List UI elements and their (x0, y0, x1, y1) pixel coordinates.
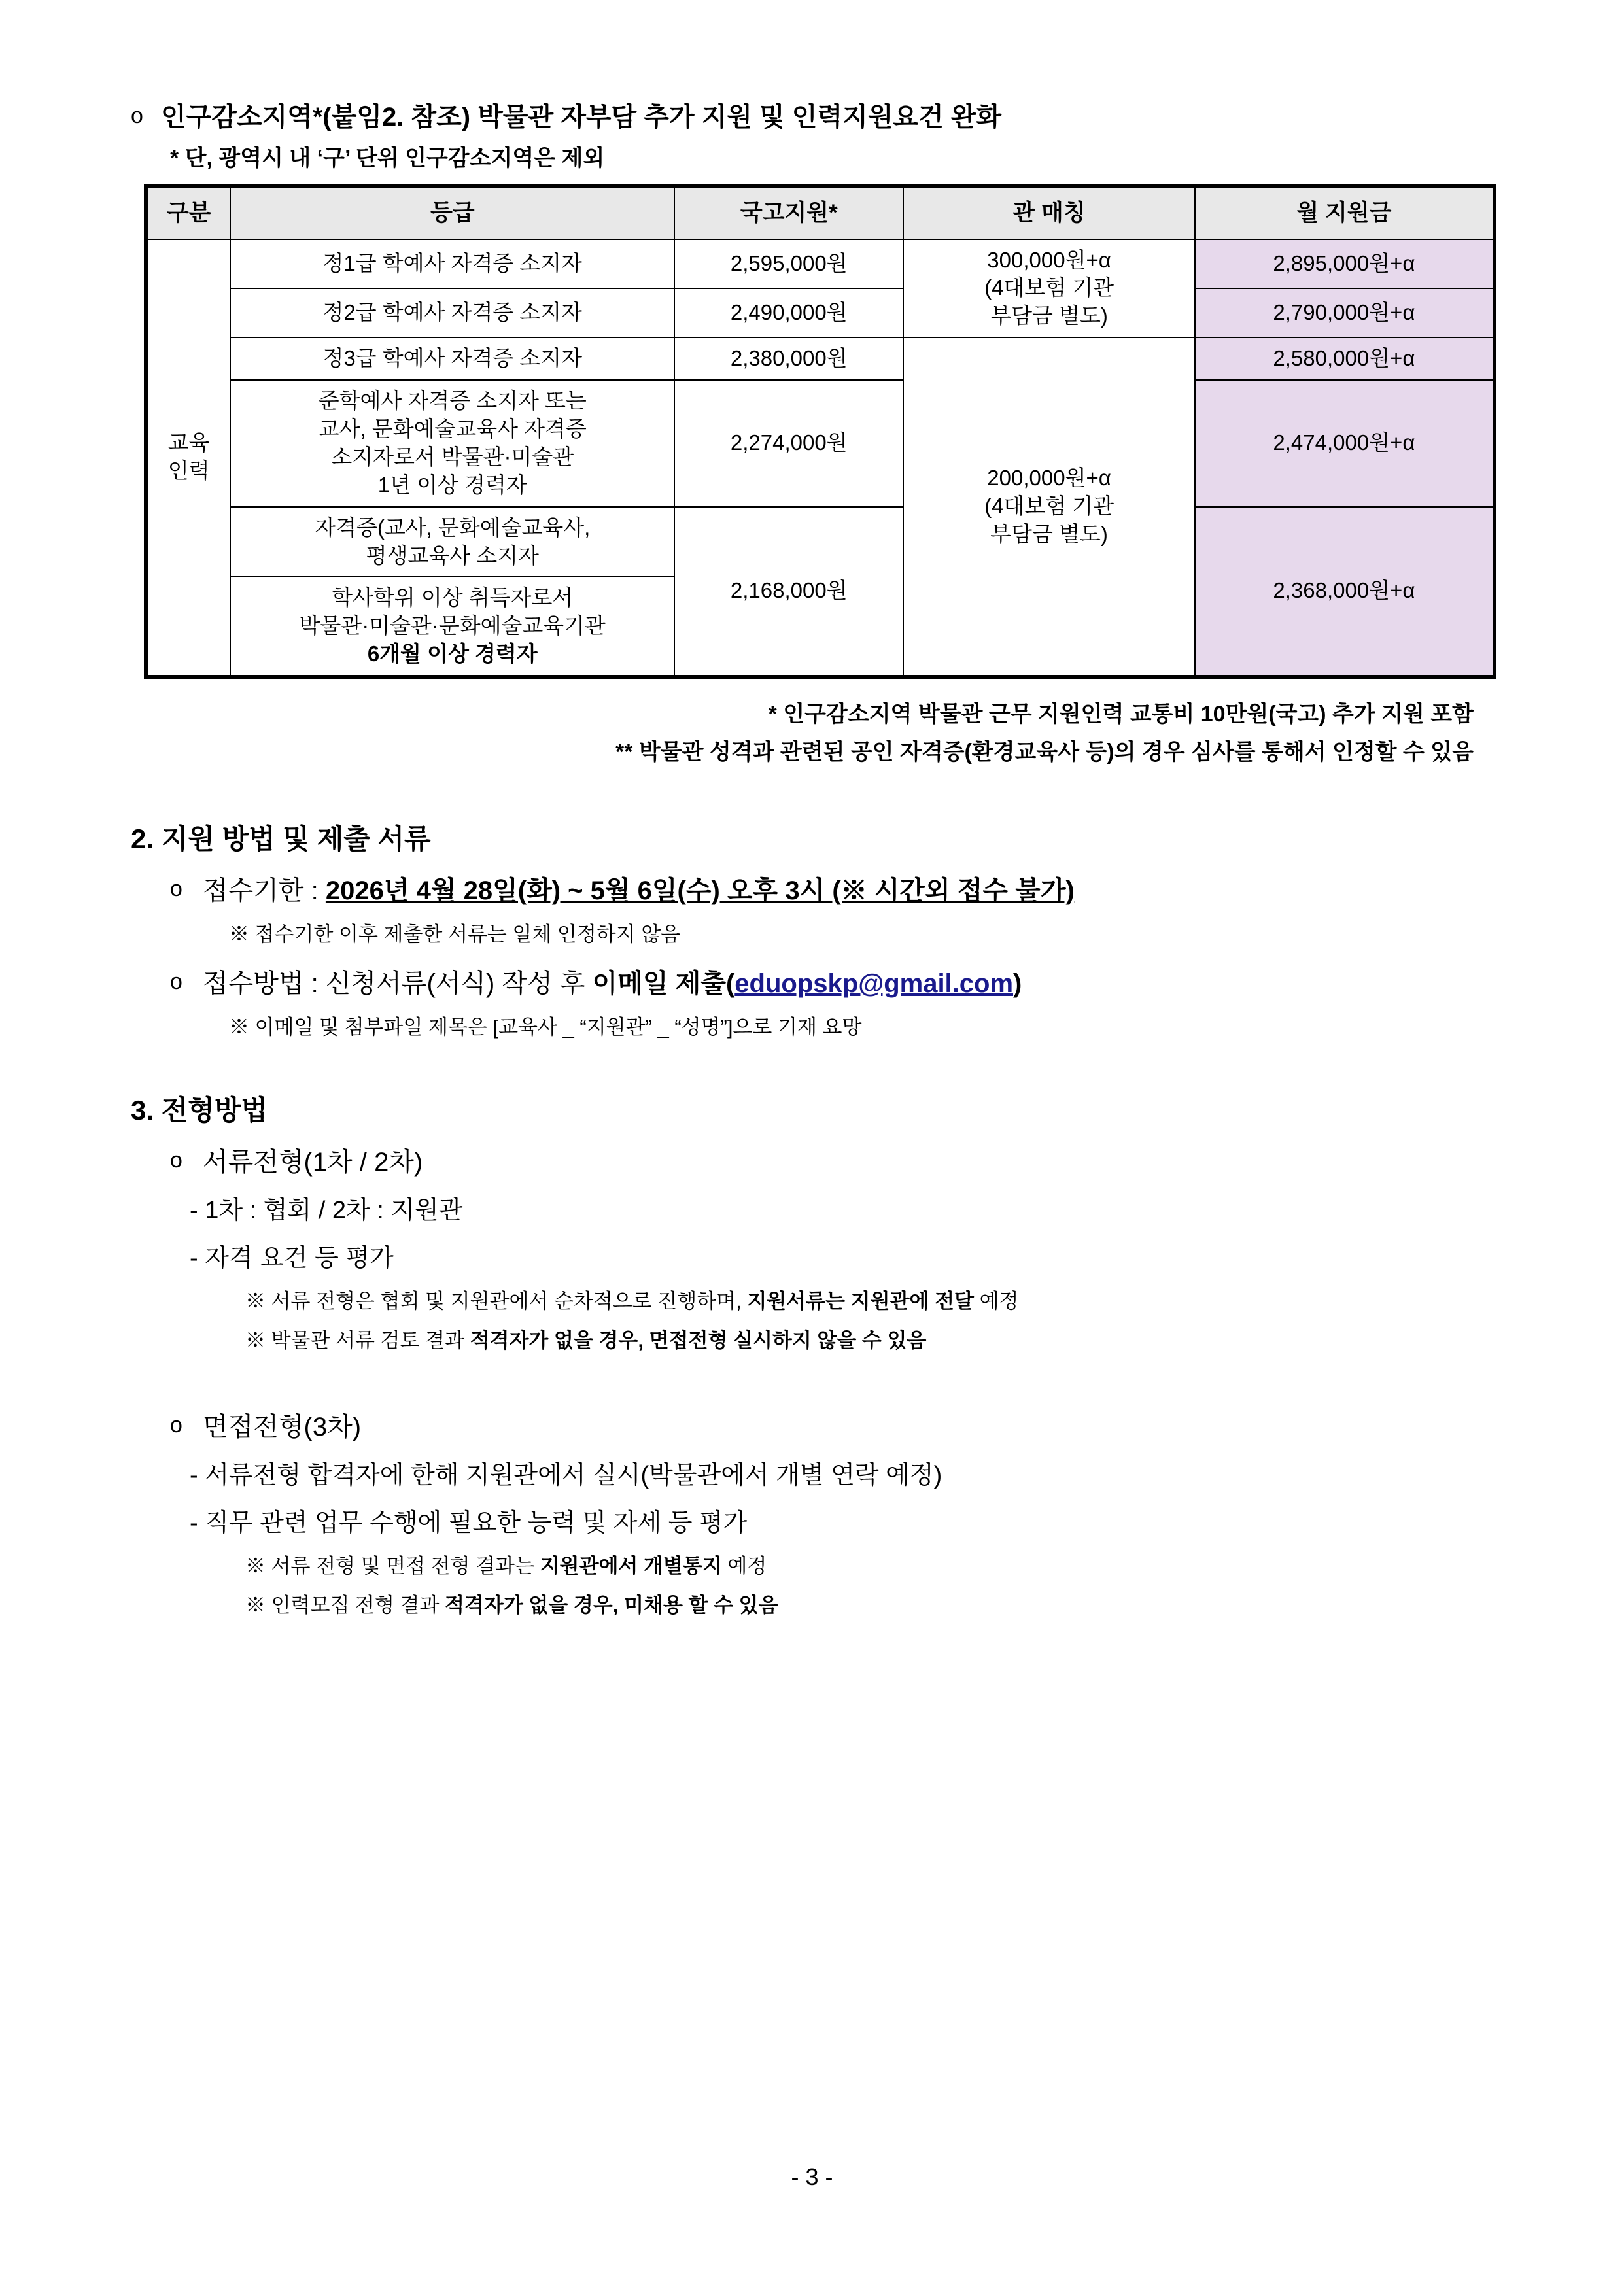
section-3-item-2-note-2 (245, 1591, 1493, 1621)
table-row (147, 288, 1493, 337)
gukgo-cell: 2,595,000원 (674, 239, 903, 288)
table-row (147, 380, 1493, 507)
match-bottom-line3: 부담금 별도) (990, 522, 1108, 547)
table-footnote-2: ** 박물관 성격과 관련된 공인 자격증(환경교육사 등)의 경우 심사를 통해서 인정할 수 있음 (615, 739, 1474, 765)
table-row (147, 239, 1493, 288)
grade-cell: 정2급 학예사 자격증 소지자 (230, 288, 674, 337)
header-bullet-line (131, 98, 1493, 136)
section-3-title: 3. 전형방법 (131, 1094, 268, 1126)
table-footnote-1: * 인구감소지역 박물관 근무 지원인력 교통비 10만원(국고) 추가 지원 포함 (768, 702, 1474, 727)
section-2-item-2-text (203, 964, 1022, 1003)
section-3 (131, 1089, 1493, 1621)
section-3-item-1-text: 서류전형(1차 / 2차) (203, 1147, 423, 1177)
match-bottom-line1: 200,000원+α (987, 466, 1111, 490)
grade-cell (230, 577, 674, 676)
section-3-item-1-dash-1: - 1차 : 협회 / 2차 : 지원관 (190, 1196, 463, 1224)
page-number: - 3 - (791, 2163, 833, 2190)
gukgo-cell: 2,490,000원 (674, 288, 903, 337)
table-row (147, 337, 1493, 380)
row-group-label (147, 239, 230, 676)
section-2-title: 2. 지원 방법 및 제출 서류 (131, 823, 431, 854)
grade-line: 박물관·미술관·문화예술교육기관 (299, 613, 606, 638)
gukgo-cell: 2,380,000원 (674, 337, 903, 380)
section-3-item-1-dash-2: - 자격 요건 등 평가 (190, 1244, 394, 1272)
section-3-item-1 (170, 1143, 1493, 1182)
section-2-item-1 (170, 871, 1493, 910)
table-row (147, 507, 1493, 577)
match-bottom-line2: (4대보험 기관 (984, 494, 1114, 519)
grade-cell: 정3급 학예사 자격증 소지자 (230, 337, 674, 380)
note-1-pre: ※ 서류 전형은 협회 및 지원관에서 순차적으로 진행하며, (245, 1289, 748, 1313)
grade-line: 1년 이상 경력자 (377, 472, 527, 497)
note-4-bold: 적격자가 없을 경우, 미채용 할 수 있음 (445, 1594, 778, 1617)
monthly-cell: 2,580,000원+α (1195, 337, 1493, 380)
section-2-item-1-note: ※ 접수기한 이후 제출한 서류는 일체 인정하지 않음 (229, 922, 681, 946)
deadline-value: 2026년 4월 28일(화) ~ 5월 6일(수) 오후 3시 (※ 시간외 접수 불가) (325, 876, 1075, 905)
section-3-item-1-note-2 (245, 1326, 1493, 1356)
spacer (131, 1356, 1493, 1393)
match-cell-top (903, 239, 1195, 338)
section-3-item-2-note-1 (245, 1551, 1493, 1582)
col-header-3: 관 매칭 (903, 187, 1195, 239)
grade-line: 6개월 이상 경력자 (367, 642, 538, 666)
submit-tail: ) (1013, 969, 1022, 999)
grade-line: 교사, 문화예술교육사 자격증 (318, 416, 587, 441)
match-cell-bottom (903, 337, 1195, 676)
match-top-line3: 부담금 별도) (990, 303, 1108, 328)
note-2-pre: ※ 박물관 서류 검토 결과 (245, 1329, 470, 1352)
bullet-icon: o (170, 876, 182, 901)
col-header-4: 월 지원금 (1195, 187, 1493, 239)
header-line2: * 단, 광역시 내 ‘구’ 단위 인구감소지역은 제외 (170, 146, 605, 171)
note-1-post: 예정 (973, 1289, 1019, 1313)
monthly-cell: 2,368,000원+α (1195, 507, 1493, 676)
section-2-item-2-note: ※ 이메일 및 첨부파일 제목은 [교육사 _ “지원관” _ “성명”]으로 기재 요망 (229, 1016, 862, 1039)
submit-bold: 이메일 제출( (592, 969, 735, 999)
section-2-item-2 (170, 964, 1493, 1003)
grade-line: 평생교육사 소지자 (366, 543, 539, 568)
section-3-item-2-dash-1: - 서류전형 합격자에 한해 지원관에서 실시(박물관에서 개별 연락 예정) (190, 1461, 942, 1489)
grade-line: 자격증(교사, 문화예술교육사, (315, 515, 591, 540)
monthly-cell: 2,790,000원+α (1195, 288, 1493, 337)
grade-cell (230, 380, 674, 507)
table-header-row (147, 187, 1493, 239)
section-3-item-2-dash-2: - 직무 관련 업무 수행에 필요한 능력 및 자세 등 평가 (190, 1509, 748, 1537)
table-footnotes (131, 696, 1493, 772)
monthly-cell: 2,474,000원+α (1195, 380, 1493, 507)
col-header-0: 구분 (147, 187, 230, 239)
section-2-item-1-text (203, 871, 1075, 910)
grade-line: 소지자로서 박물관·미술관 (331, 444, 574, 469)
bullet-icon: o (170, 1412, 182, 1437)
email-link[interactable]: eduopskp@gmail.com (734, 969, 1014, 999)
section-3-item-2 (170, 1407, 1493, 1447)
gukgo-cell: 2,168,000원 (674, 507, 903, 676)
match-top-line2: (4대보험 기관 (984, 275, 1114, 300)
col-header-1: 등급 (230, 187, 674, 239)
gukgo-cell: 2,274,000원 (674, 380, 903, 507)
note-4-pre: ※ 인력모집 전형 결과 (245, 1594, 445, 1617)
grade-cell: 정1급 학예사 자격증 소지자 (230, 239, 674, 288)
note-2-bold: 적격자가 없을 경우, 면접전형 실시하지 않을 수 있음 (470, 1329, 927, 1352)
col-header-2: 국고지원* (674, 187, 903, 239)
support-table (147, 186, 1494, 676)
header-line1: 인구감소지역*(붙임2. 참조) 박물관 자부담 추가 지원 및 인력지원요건 완화 (161, 103, 1002, 131)
note-3-pre: ※ 서류 전형 및 면접 전형 결과는 (245, 1554, 540, 1577)
section-2 (131, 818, 1493, 1043)
grade-line: 준학예사 자격증 소지자 또는 (318, 388, 587, 413)
bullet-icon: o (170, 969, 182, 995)
bullet-icon: o (131, 103, 143, 128)
row-group-label-line2: 인력 (167, 458, 210, 483)
note-3-bold: 지원관에서 개별통지 (540, 1554, 722, 1577)
support-table-wrapper (144, 184, 1496, 679)
bullet-icon: o (170, 1147, 182, 1173)
grade-cell (230, 507, 674, 577)
note-3-post: 예정 (721, 1554, 767, 1577)
section-3-item-1-note-1 (245, 1286, 1493, 1317)
deadline-label: 접수기한 : (203, 876, 326, 905)
note-1-bold: 지원서류는 지원관에 전달 (747, 1289, 974, 1313)
row-group-label-line1: 교육 (167, 430, 210, 455)
section-3-item-2-text: 면접전형(3차) (203, 1412, 362, 1441)
submit-label: 접수방법 : 신청서류(서식) 작성 후 (203, 969, 593, 999)
match-top-line1: 300,000원+α (987, 247, 1111, 272)
monthly-cell: 2,895,000원+α (1195, 239, 1493, 288)
grade-line: 학사학위 이상 취득자로서 (332, 585, 574, 610)
